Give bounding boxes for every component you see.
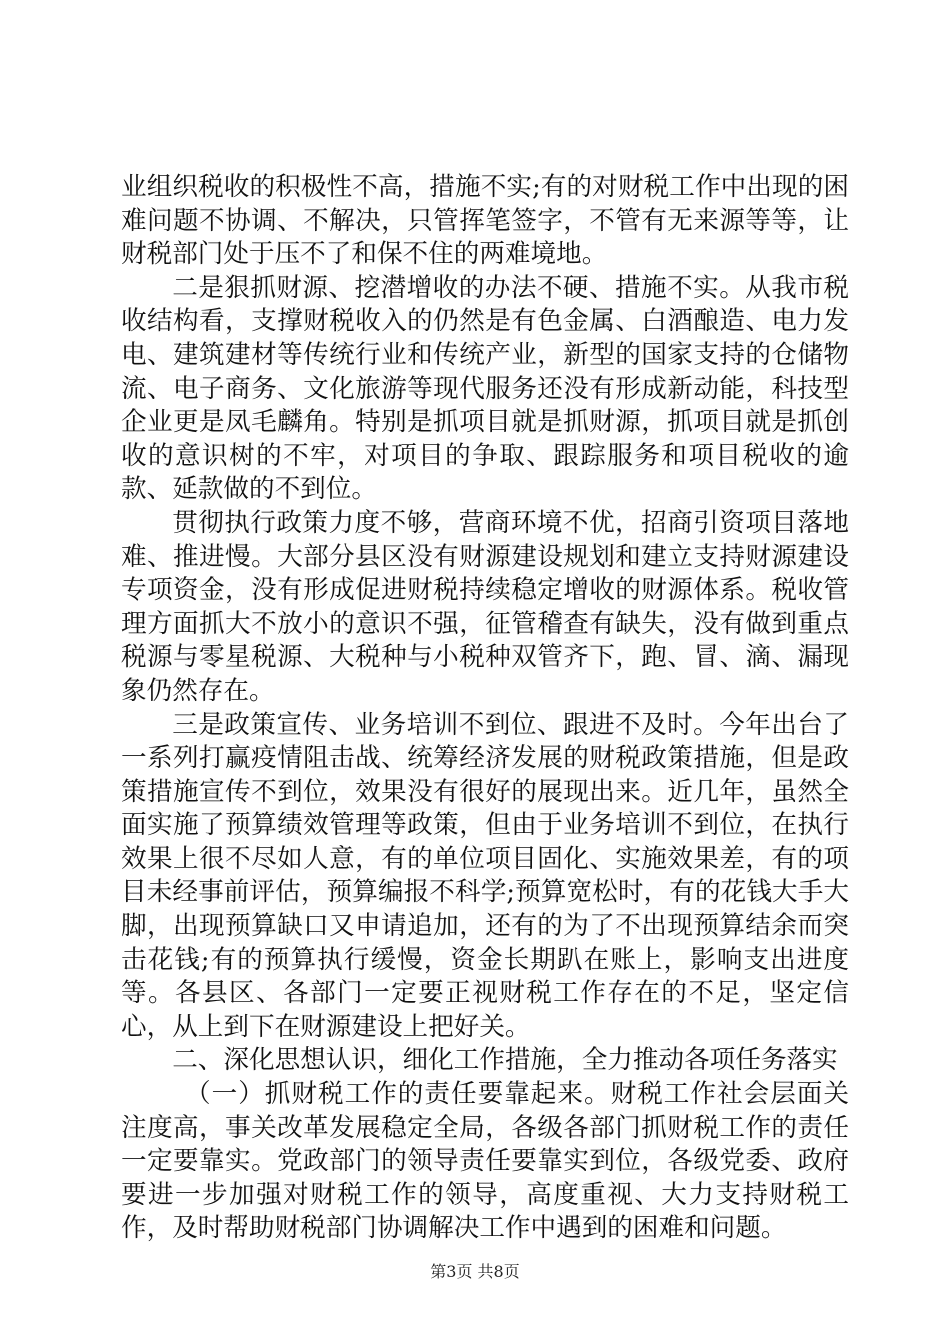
paragraph-policy-publicity: 三是政策宣传、业务培训不到位、跟进不及时。今年出台了一系列打赢疫情阻击战、统筹经济发展的财税政策措施，但是政策措施宣传不到位，效果没有很好的展现出来。近几年，虽然全面实施了预算绩效管理等政策，但由于业务培训不到位，在执行效果上很不尽如人意，有的单位项目固化、实施效果差，有的项目未经事前评估，预算编报不科学;预算宽松时，有的花钱大手大脚，出现预算缺口又申请追加，还有的为了不出现预算结余而突击花钱;有的预算执行缓慢，资金长期趴在账上，影响支出进度等。各县区、各部门一定要正视财税工作存在的不足，坚定信心，从上到下在财源建设上把好关。 (121, 709, 849, 1042)
paragraph-responsibility: （一）抓财税工作的责任要靠起来。财税工作社会层面关注度高，事关改革发展稳定全局，各级各部门抓财税工作的责任一定要靠实。党政部门的领导责任要靠实到位，各级党委、政府要进一步加强对财税工作的领导，高度重视、大力支持财税工作，及时帮助财税部门协调解决工作中遇到的困难和问题。 (121, 1079, 849, 1244)
paragraph-continuation: 业组织税收的积极性不高，措施不实;有的对财税工作中出现的困难问题不协调、不解决，只管挥笔签字，不管有无来源等等，让财税部门处于压不了和保不住的两难境地。 (121, 172, 849, 270)
paragraph-policy-execution: 贯彻执行政策力度不够，营商环境不优，招商引资项目落地难、推进慢。大部分县区没有财源建设规划和建立支持财源建设专项资金，没有形成促进财税持续稳定增收的财源体系。税收管理方面抓大不放小的意识不强，征管稽查有缺失，没有做到重点税源与零星税源、大税种与小税种双管齐下，跑、冒、滴、漏现象仍然存在。 (121, 507, 849, 706)
paragraph-financial-sources: 二是狠抓财源、挖潜增收的办法不硬、措施不实。从我市税收结构看，支撑财税收入的仍然是有色金属、白酒酿造、电力发电、建筑建材等传统行业和传统产业，新型的国家支持的仓储物流、电子商务、文化旅游等现代服务还没有形成新动能，科技型企业更是凤毛麟角。特别是抓项目就是抓财源，抓项目就是抓创收的意识树的不牢，对项目的争取、跟踪服务和项目税收的逾款、延款做的不到位。 (121, 272, 849, 505)
section-heading-two: 二、深化思想认识，细化工作措施，全力推动各项任务落实 (172, 1045, 838, 1076)
page-footer: 第3页 共8页 (430, 1262, 520, 1281)
document-body (121, 171, 849, 1246)
